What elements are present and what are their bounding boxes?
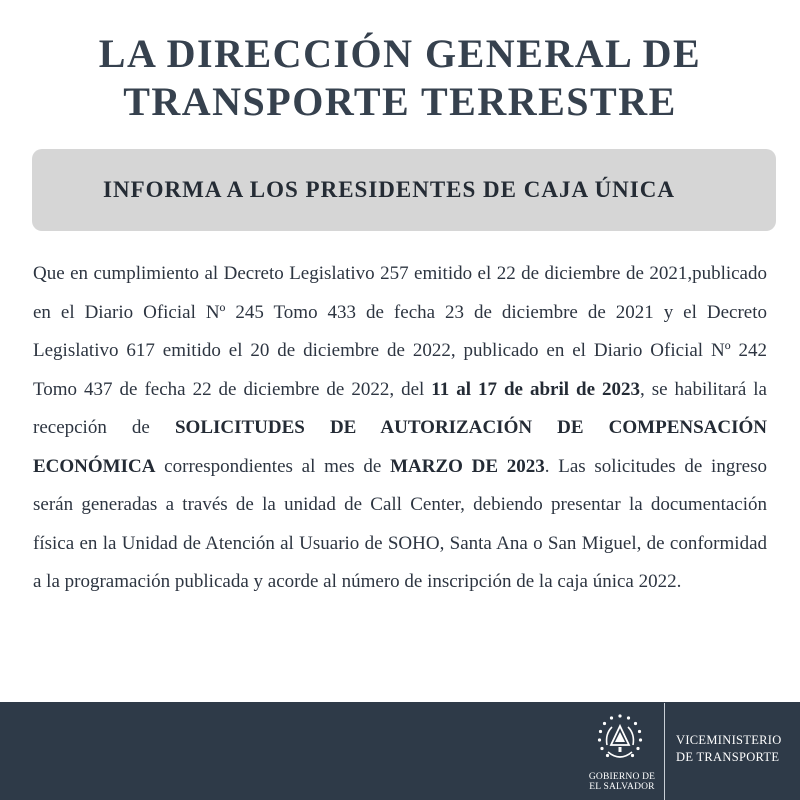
solicitudes-title: SOLICITUDES DE AUTORIZACIÓN DE COMPENSACIÓN ECONÓMICA (33, 417, 767, 477)
gov-line-1: GOBIERNO DE (588, 772, 656, 782)
page-title (0, 30, 800, 126)
vice-line-2: DE TRANSPORTE (676, 750, 780, 764)
announcement-banner (32, 149, 776, 231)
title-line-1: LA DIRECCIÓN GENERAL DE (98, 31, 702, 76)
el-salvador-coat-of-arms-icon (592, 712, 648, 768)
month-label: MARZO DE 2023 (390, 455, 545, 477)
footer-divider (664, 703, 665, 800)
body-text-part-1: Que en cumplimiento al Decreto Legislativo 257 emitido el 22 de diciembre de 2021,publicado en el Diario Oficial Nº 245 Tomo 433 de fecha 23 de diciembre de 2021 y el Decreto Legislativo 617 emitido el 20 de diciembre de 2022, publicado en el Diario Oficial Nº 242 Tomo 437 de fecha 22 de diciembre de 2022, del (33, 263, 767, 400)
notice-body (33, 255, 767, 602)
vice-line-1: VICEMINISTERIO (676, 733, 782, 747)
government-name (583, 772, 661, 792)
title-line-2: TRANSPORTE TERRESTRE (123, 79, 677, 124)
banner-text: INFORMA A LOS PRESIDENTES DE CAJA ÚNICA (103, 177, 675, 202)
body-text-part-2: , se habilitará la recepción de (33, 378, 767, 438)
body-text-part-4: . Las solicitudes de ingreso serán generadas a través de la unidad de Call Center, debiendo presentar la documentación física en la Unidad de Atención al Usuario de SOHO, Santa Ana o San Miguel, de conformidad a la programación publicada y acorde al número de inscripción de la caja única 2022. (33, 455, 767, 592)
viceministry-name (676, 732, 800, 766)
gov-line-2: EL SALVADOR (589, 782, 655, 792)
body-text-part-3: correspondientes al mes de (155, 455, 391, 477)
date-range: 11 al 17 de abril de 2023 (431, 378, 640, 400)
